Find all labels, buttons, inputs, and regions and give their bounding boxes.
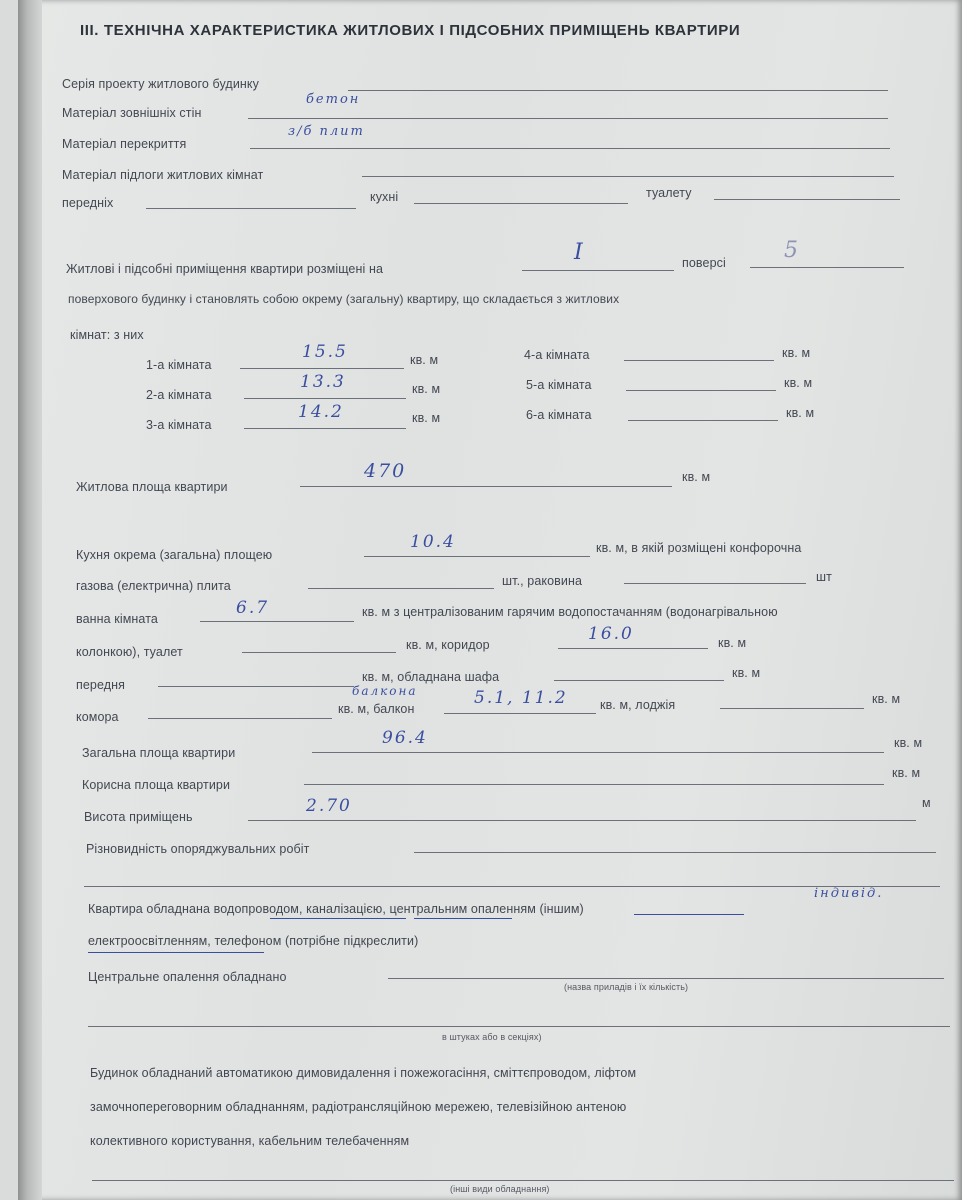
- kitchen-finish-line: [414, 203, 628, 204]
- storage-line: [148, 718, 332, 719]
- label-located-on: Житлові і підсобні приміщення квартири розміщені на: [66, 262, 383, 276]
- label-bathroom: ванна кімната: [76, 612, 158, 626]
- label-balcony: кв. м, балкон: [338, 702, 415, 716]
- page-edge: [18, 0, 42, 1200]
- equipment-line: [92, 1180, 954, 1181]
- label-equipped: Квартира обладнана водопроводом, каналізацією, центральним опаленням (іншим): [88, 902, 584, 916]
- label-hallway: передня: [76, 678, 126, 692]
- unit-loggia: кв. м: [872, 692, 901, 706]
- underline-electric: [88, 952, 264, 953]
- form-title: ІІІ. ТЕХНІЧНА ХАРАКТЕРИСТИКА ЖИТЛОВИХ І ПІДСОБНИХ ПРИМІЩЕНЬ КВАРТИРИ: [80, 22, 741, 39]
- value-total-area: 96.4: [382, 728, 428, 748]
- label-room2: 2-а кімната: [146, 388, 212, 402]
- unit-living-area: кв. м: [682, 470, 711, 484]
- unit-height: м: [922, 796, 931, 810]
- unit-room5: кв. м: [784, 376, 813, 390]
- value-bathroom: 6.7: [236, 598, 270, 618]
- label-building-text: поверхового будинку і становлять собою окрему (загальну) квартиру, що складається з житлових: [68, 292, 620, 306]
- built-in-line: [554, 680, 724, 681]
- series-line: [348, 90, 888, 91]
- label-living-area: Житлова площа квартири: [76, 480, 228, 494]
- label-floor-of: поверсі: [682, 256, 726, 270]
- hallway-line: [158, 686, 354, 687]
- loggia-line: [720, 708, 864, 709]
- floors-total-line: [750, 267, 904, 268]
- label-total-area: Загальна площа квартири: [82, 746, 236, 760]
- value-room1: 15.5: [302, 342, 348, 362]
- value-room3: 14.2: [298, 402, 344, 422]
- value-kitchen: 10.4: [410, 532, 456, 552]
- room1-line: [240, 368, 404, 369]
- height-line: [248, 820, 916, 821]
- caption-pieces: в штуках або в секціях): [442, 1032, 542, 1042]
- repairs-line: [414, 852, 936, 853]
- value-other-heating: індивід.: [814, 886, 884, 901]
- unit-useful-area: кв. м: [892, 766, 921, 780]
- toilet-finish-line: [714, 199, 900, 200]
- label-storage: комора: [76, 710, 119, 724]
- central-heating-line: [388, 978, 944, 979]
- label-loggia: кв. м, лоджія: [600, 698, 676, 712]
- wall-material-line: [248, 118, 888, 119]
- label-rooms-of: кімнат: з них: [70, 328, 144, 342]
- unit-built-in: кв. м: [732, 666, 761, 680]
- label-kitchen-finish: кухні: [370, 190, 399, 204]
- label-stove: газова (електрична) плита: [76, 579, 231, 593]
- room3-line: [244, 428, 406, 429]
- label-pcs-sink: шт., раковина: [502, 574, 583, 588]
- value-balcony: 5.1, 11.2: [474, 688, 568, 708]
- label-toilet-finish: туалету: [646, 186, 692, 200]
- label-room1: 1-а кімната: [146, 358, 212, 372]
- unit-room4: кв. м: [782, 346, 811, 360]
- living-area-line: [300, 486, 672, 487]
- label-room3: 3-а кімната: [146, 418, 212, 432]
- value-wall-material: бетон: [306, 92, 361, 107]
- label-building-equipped-2: замочнопереговорним обладнанням, радіотрансляційною мережею, телевізійною антеною: [90, 1100, 627, 1114]
- value-height: 2.70: [306, 796, 352, 816]
- floor-no-line: [522, 270, 674, 271]
- label-corridor: кв. м, коридор: [406, 638, 490, 652]
- corridor-line: [558, 648, 708, 649]
- unit-room3: кв. м: [412, 411, 441, 425]
- underline-heating: [634, 914, 744, 915]
- useful-area-line: [304, 784, 884, 785]
- caption-equipment: (інші види обладнання): [450, 1184, 550, 1194]
- label-central-heating: Центральне опалення обладнано: [88, 970, 287, 984]
- value-living-area: 470: [364, 460, 407, 482]
- stove-line: [308, 588, 494, 589]
- label-wall-material: Матеріал зовнішніх стін: [62, 106, 202, 120]
- label-electric: електроосвітленням, телефоном (потрібне підкреслити): [88, 934, 419, 948]
- value-room2: 13.3: [300, 372, 346, 392]
- room4-line: [624, 360, 774, 361]
- label-hallways: передніх: [62, 196, 114, 210]
- value-balcony-note: балкона: [352, 684, 418, 698]
- central-heating-line-2: [88, 1026, 950, 1027]
- total-area-line: [312, 752, 884, 753]
- hallways-line: [146, 208, 356, 209]
- unit-room1: кв. м: [410, 353, 439, 367]
- room6-line: [628, 420, 778, 421]
- form-page: [18, 0, 962, 1200]
- label-kitchen-tail: кв. м, в якій розміщені конфорочна: [596, 541, 802, 555]
- unit-total-area: кв. м: [894, 736, 923, 750]
- room2-line: [244, 398, 406, 399]
- label-building-equipped-3: колективного користування, кабельним телебаченням: [90, 1134, 410, 1148]
- label-useful-area: Корисна площа квартири: [82, 778, 231, 792]
- underline-sewer: [414, 918, 512, 919]
- label-kitchen: Кухня окрема (загальна) площею: [76, 548, 273, 562]
- label-built-in: кв. м, обладнана шафа: [362, 670, 500, 684]
- label-series: Серія проекту житлового будинку: [62, 77, 259, 91]
- label-building-equipped: Будинок обладнаний автоматикою димовидалення і пожежогасіння, сміттєпроводом, ліфтом: [90, 1066, 637, 1080]
- floor-material-line: [250, 148, 890, 149]
- unit-room6: кв. м: [786, 406, 815, 420]
- label-pcs-short: шт: [816, 570, 832, 584]
- label-bathroom-tail: кв. м з централізованим гарячим водопостачанням (водонагрівальною: [362, 605, 778, 619]
- value-floor-no: І: [574, 240, 585, 265]
- label-height: Висота приміщень: [84, 810, 193, 824]
- underline-water: [270, 918, 406, 919]
- value-corridor: 16.0: [588, 624, 634, 644]
- room5-line: [626, 390, 776, 391]
- room-finish-line: [362, 176, 894, 177]
- balcony-line: [444, 713, 596, 714]
- repairs-line-2: [84, 886, 940, 887]
- label-room-finish: Матеріал підлоги житлових кімнат: [62, 168, 264, 182]
- label-room5: 5-а кімната: [526, 378, 592, 392]
- toilet-line: [242, 652, 396, 653]
- label-room4: 4-а кімната: [524, 348, 590, 362]
- value-floors-total: 5: [784, 238, 800, 263]
- unit-corridor: кв. м: [718, 636, 747, 650]
- unit-room2: кв. м: [412, 382, 441, 396]
- sink-line: [624, 583, 806, 584]
- label-repairs: Різновидність опоряджувальних робіт: [86, 842, 310, 856]
- label-floor-material: Матеріал перекриття: [62, 137, 187, 151]
- caption-device: (назва приладів і їх кількість): [564, 982, 689, 992]
- label-column-toilet: колонкою), туалет: [76, 645, 183, 659]
- bathroom-line: [200, 621, 354, 622]
- kitchen-line: [364, 556, 590, 557]
- value-floor-material: з/б плит: [288, 124, 365, 139]
- label-room6: 6-а кімната: [526, 408, 592, 422]
